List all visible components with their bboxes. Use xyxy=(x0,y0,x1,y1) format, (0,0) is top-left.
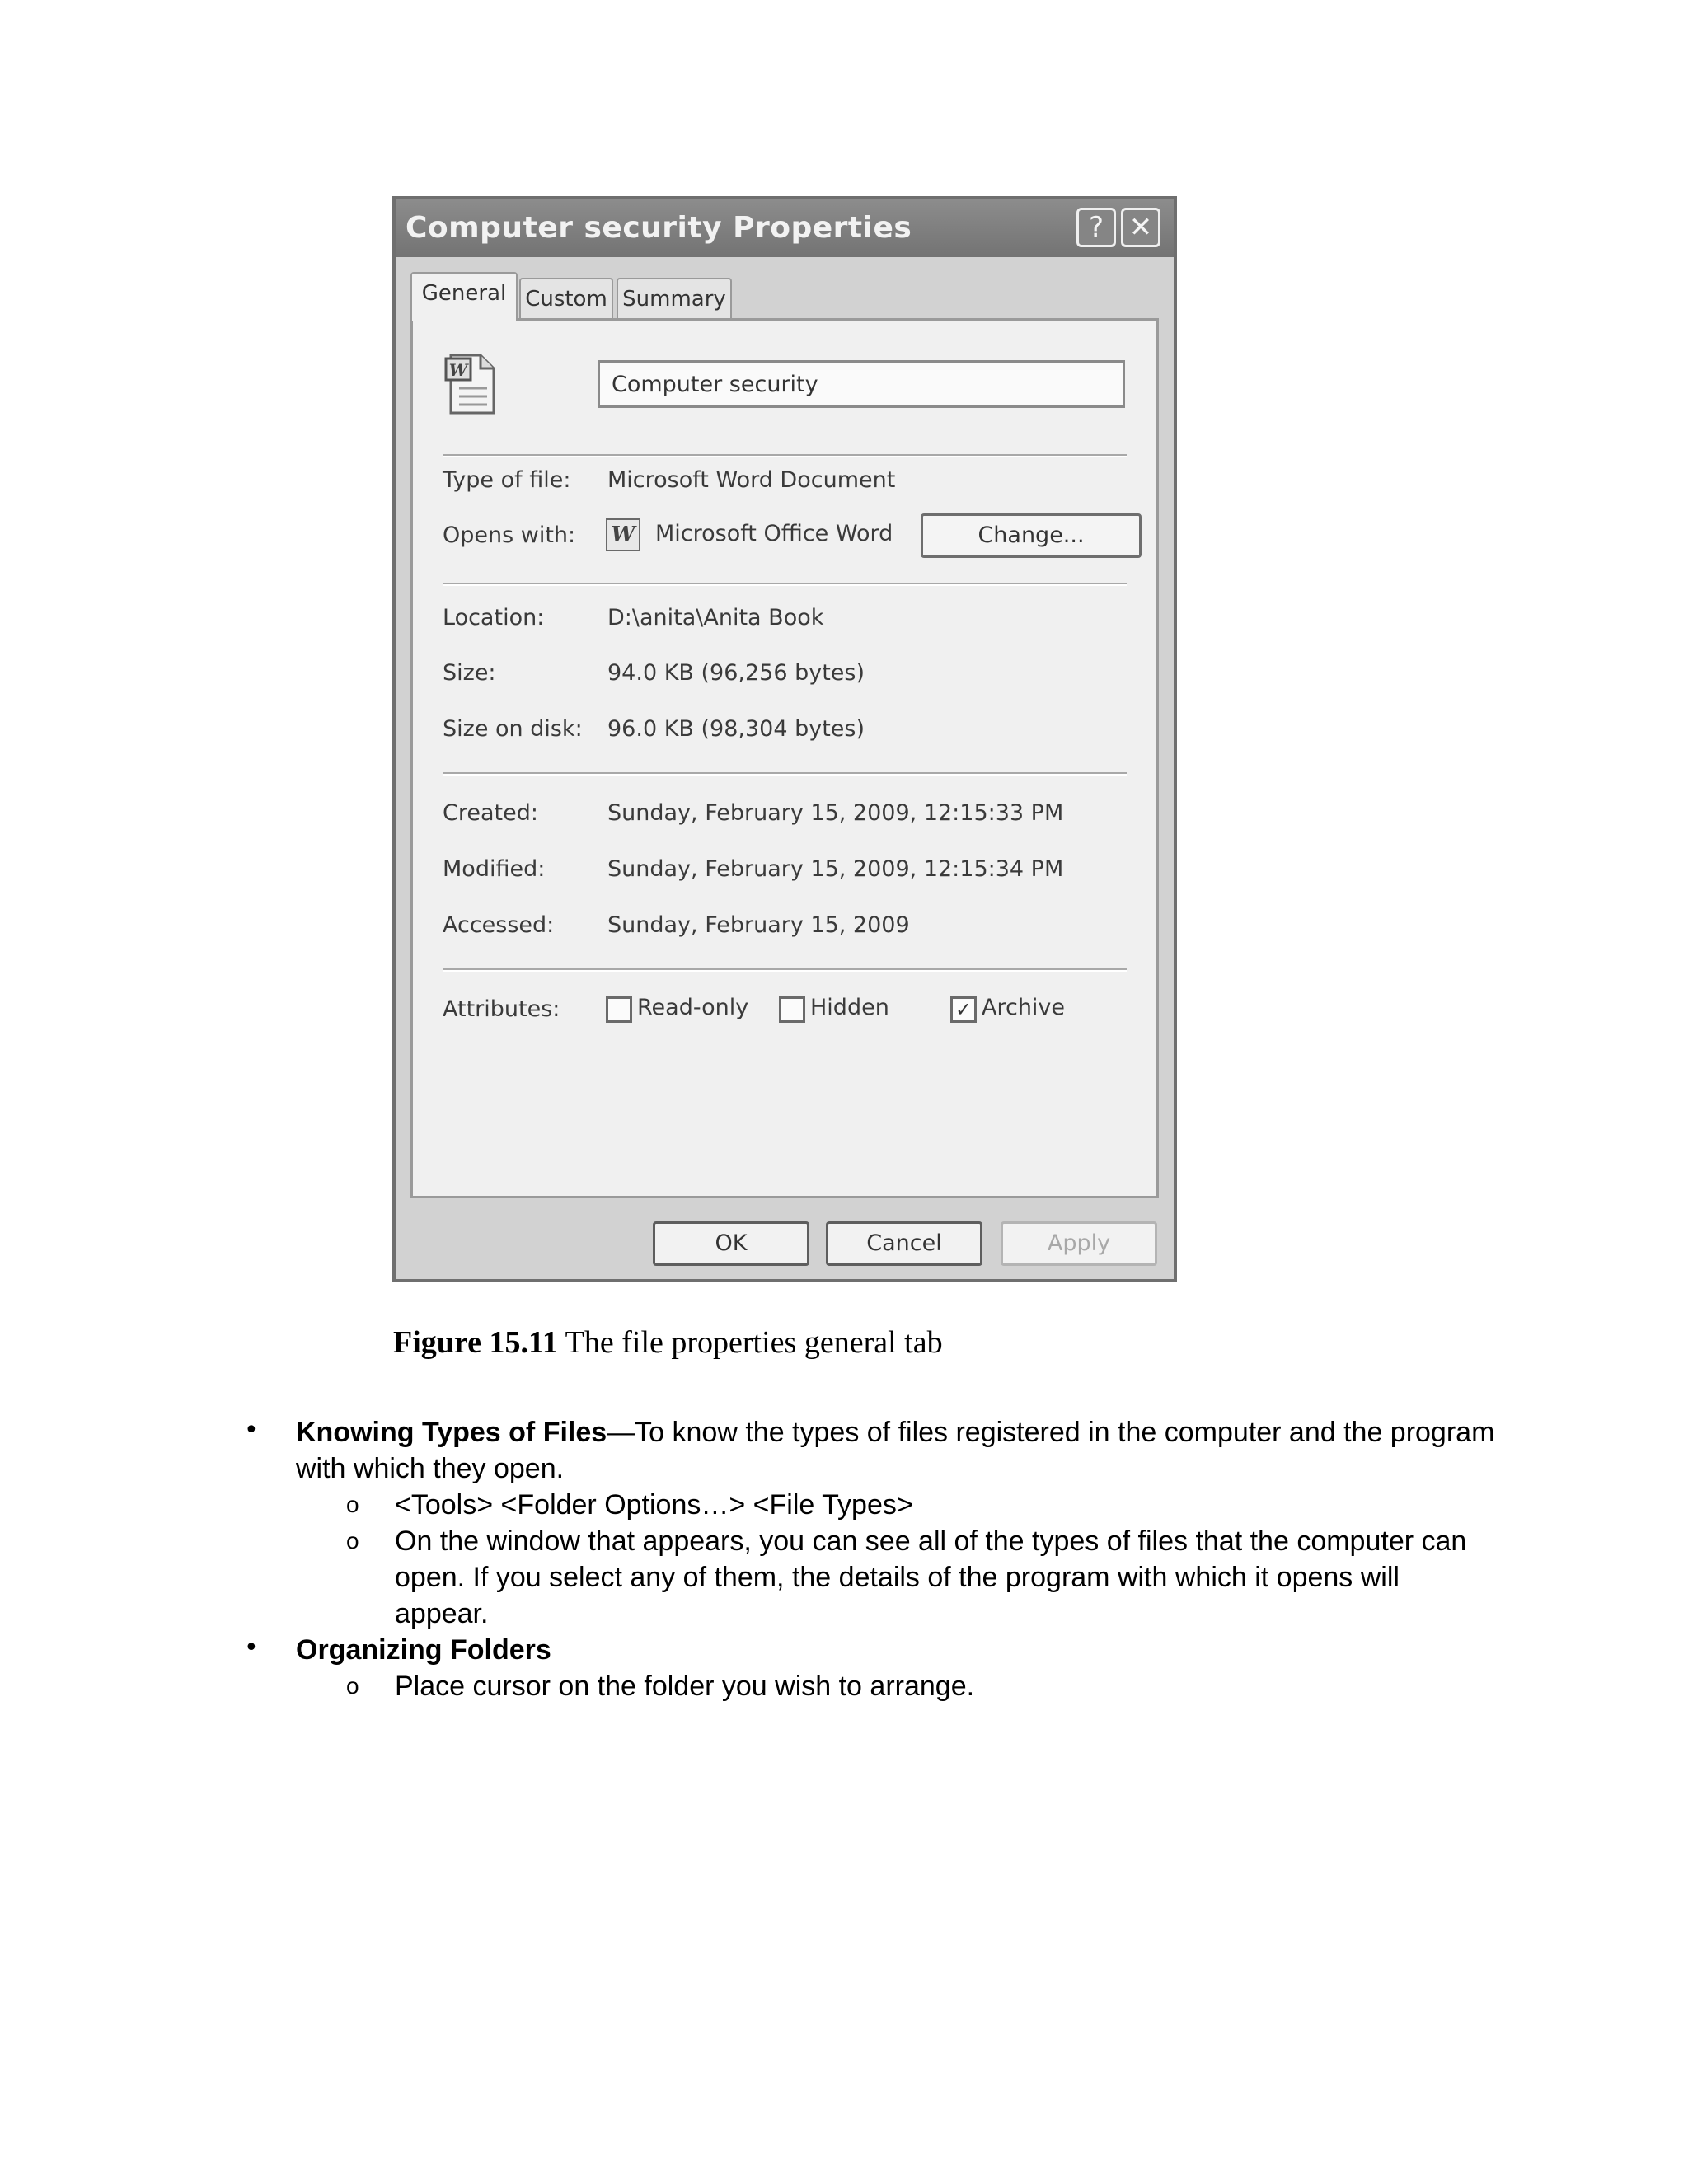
divider xyxy=(443,968,1127,972)
bullet-icon: • xyxy=(244,1416,259,1445)
readonly-checkbox[interactable] xyxy=(606,996,632,1023)
ok-button[interactable]: OK xyxy=(653,1221,809,1266)
list-item xyxy=(296,1632,551,1668)
readonly-label: Read-only xyxy=(637,995,749,1020)
figure-caption-text: The file properties general tab xyxy=(557,1325,943,1360)
divider xyxy=(443,583,1127,586)
type-of-file-label: Type of file: xyxy=(443,467,571,493)
hidden-checkbox[interactable] xyxy=(779,996,805,1023)
tab-summary[interactable]: Summary xyxy=(617,278,732,319)
item-title: Knowing Types of Files xyxy=(296,1417,607,1448)
sub-list-item: Place cursor on the folder you wish to arrange. xyxy=(395,1671,975,1702)
bullet-icon: • xyxy=(244,1633,259,1662)
close-button[interactable] xyxy=(1121,208,1160,247)
dialog-title: Computer security Properties xyxy=(406,211,912,245)
size-label: Size: xyxy=(443,660,496,686)
created-value: Sunday, February 15, 2009, 12:15:33 PM xyxy=(607,800,1064,826)
size-on-disk-value: 96.0 KB (98,304 bytes) xyxy=(607,716,865,742)
svg-text:W: W xyxy=(448,360,468,380)
size-value: 94.0 KB (96,256 bytes) xyxy=(607,660,865,686)
modified-label: Modified: xyxy=(443,856,546,882)
archive-label: Archive xyxy=(982,995,1066,1020)
created-label: Created: xyxy=(443,800,538,826)
hidden-label: Hidden xyxy=(810,995,889,1020)
change-button[interactable]: Change... xyxy=(921,513,1142,558)
word-app-icon: W xyxy=(606,518,640,551)
check-icon: ✓ xyxy=(954,998,973,1021)
help-button[interactable] xyxy=(1076,208,1116,247)
size-on-disk-label: Size on disk: xyxy=(443,716,583,742)
list-item xyxy=(296,1414,1494,1451)
item-title: Organizing Folders xyxy=(296,1634,551,1666)
opens-with-value: Microsoft Office Word xyxy=(655,521,893,546)
sub-bullet-icon: o xyxy=(346,1528,359,1554)
accessed-value: Sunday, February 15, 2009 xyxy=(607,912,910,938)
divider xyxy=(443,454,1127,457)
opens-with-label: Opens with: xyxy=(443,523,576,548)
sub-list-item-continuation: open. If you select any of them, the details of the program with which it opens will xyxy=(395,1562,1400,1593)
tab-custom[interactable]: Custom xyxy=(519,278,613,319)
tab-general[interactable]: General xyxy=(410,272,518,321)
archive-checkbox[interactable] xyxy=(950,996,977,1023)
modified-value: Sunday, February 15, 2009, 12:15:34 PM xyxy=(607,856,1064,882)
general-tab-panel xyxy=(410,318,1159,1198)
sub-list-item: On the window that appears, you can see all of the types of files that the computer can xyxy=(395,1526,1467,1557)
figure-caption xyxy=(393,1324,943,1361)
sub-bullet-icon: o xyxy=(346,1492,359,1517)
word-document-icon xyxy=(443,350,500,416)
location-label: Location: xyxy=(443,605,545,630)
divider xyxy=(443,772,1127,776)
item-text: —To know the types of files registered in the computer and the program xyxy=(607,1417,1495,1448)
attributes-label: Attributes: xyxy=(443,996,560,1022)
title-bar xyxy=(396,199,1174,257)
apply-button[interactable]: Apply xyxy=(1001,1221,1157,1266)
properties-dialog xyxy=(392,196,1177,1282)
figure-number: Figure 15.11 xyxy=(393,1325,558,1360)
cancel-button[interactable]: Cancel xyxy=(826,1221,982,1266)
type-of-file-value: Microsoft Word Document xyxy=(607,467,896,493)
accessed-label: Accessed: xyxy=(443,912,555,938)
item-text-continuation: with which they open. xyxy=(296,1453,565,1484)
location-value: D:\anita\Anita Book xyxy=(607,605,824,630)
file-name-input[interactable] xyxy=(598,360,1125,408)
sub-bullet-icon: o xyxy=(346,1673,359,1699)
close-icon: ✕ xyxy=(1128,211,1153,244)
sub-list-item-continuation: appear. xyxy=(395,1598,489,1629)
help-icon: ? xyxy=(1088,211,1104,244)
sub-list-item: <Tools> <Folder Options…> <File Types> xyxy=(395,1489,913,1521)
